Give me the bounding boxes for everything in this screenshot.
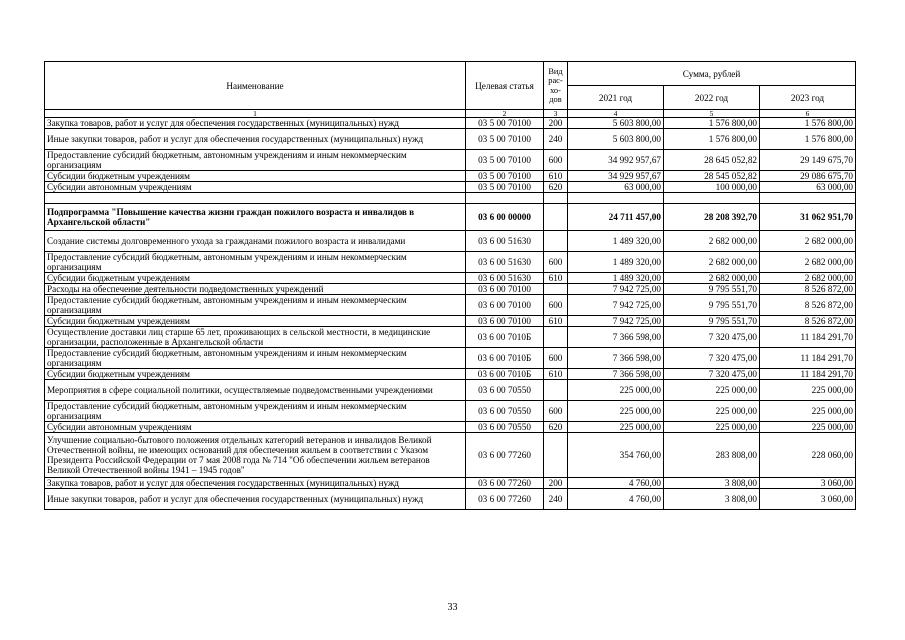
row-sum-2023: 8 526 872,00 [760,295,856,316]
row-name: Расходы на обеспечение деятельности подведомственных учреждений [45,284,466,295]
table-row [45,252,856,273]
table-row [45,284,856,295]
row-sum-2021: 225 000,00 [568,422,664,433]
row-sum-2021: 1 489 320,00 [568,231,664,252]
row-expense-type [544,231,568,252]
row-sum-2023: 63 000,00 [760,182,856,193]
row-sum-2022: 100 000,00 [664,182,760,193]
header-year-2021: 2021 год [568,86,664,110]
header-expense-type: Вид рас-хо-дов [544,62,568,110]
row-sum-2023: 11 184 291,70 [760,369,856,380]
row-sum-2021: 5 603 800,00 [568,129,664,150]
row-sum-2022: 9 795 551,70 [664,284,760,295]
row-sum-2022: 225 000,00 [664,401,760,422]
table-row [45,401,856,422]
row-name: Предоставление субсидий бюджетным, автономным учреждениям и иным некоммерческим организациям [45,295,466,316]
table-row [45,204,856,231]
row-expense-type: 610 [544,171,568,182]
row-expense-type: 240 [544,489,568,510]
row-name: Субсидии бюджетным учреждениям [45,273,466,284]
row-sum-2023: 31 062 951,70 [760,204,856,231]
row-sum-2021: 225 000,00 [568,401,664,422]
row-sum-2023: 2 682 000,00 [760,231,856,252]
row-target-code: 03 6 00 70550 [466,380,544,401]
row-expense-type [544,284,568,295]
row-sum-2022: 7 320 475,00 [664,327,760,348]
row-target-code: 03 5 00 70100 [466,129,544,150]
table-row [45,231,856,252]
row-sum-2021: 4 760,00 [568,489,664,510]
row-target-code: 03 6 00 77260 [466,489,544,510]
column-index: 4 [568,110,664,118]
row-sum-2023: 29 149 675,70 [760,150,856,171]
row-expense-type: 600 [544,252,568,273]
column-index: 3 [544,110,568,118]
row-name: Иные закупки товаров, работ и услуг для обеспечения государственных (муниципальных) нужд [45,489,466,510]
table-row [45,150,856,171]
row-target-code: 03 6 00 77260 [466,478,544,489]
row-sum-2023: 1 576 800,00 [760,129,856,150]
empty-cell [760,193,856,204]
row-name: Субсидии автономным учреждениям [45,182,466,193]
row-expense-type: 600 [544,295,568,316]
row-sum-2021: 7 942 725,00 [568,316,664,327]
row-sum-2021: 7 942 725,00 [568,284,664,295]
header-year-2022: 2022 год [664,86,760,110]
row-sum-2022: 1 576 800,00 [664,118,760,129]
row-sum-2022: 28 545 052,82 [664,171,760,182]
empty-cell [45,193,466,204]
header-year-2023: 2023 год [760,86,856,110]
row-sum-2023: 2 682 000,00 [760,273,856,284]
row-name: Субсидии бюджетным учреждениям [45,369,466,380]
row-sum-2022: 28 645 052,82 [664,150,760,171]
row-sum-2023: 3 060,00 [760,478,856,489]
column-index: 1 [45,110,466,118]
row-sum-2021: 7 366 598,00 [568,348,664,369]
table-row [45,171,856,182]
row-name: Предоставление субсидий бюджетным, автономным учреждениям и иным некоммерческим организациям [45,252,466,273]
spacer-row [45,193,856,204]
row-sum-2023: 11 184 291,70 [760,327,856,348]
table-row [45,489,856,510]
row-sum-2023: 225 000,00 [760,422,856,433]
row-sum-2022: 2 682 000,00 [664,273,760,284]
row-sum-2023: 1 576 800,00 [760,118,856,129]
row-sum-2023: 29 086 675,70 [760,171,856,182]
row-expense-type: 600 [544,348,568,369]
row-sum-2023: 228 060,00 [760,433,856,478]
table-row [45,295,856,316]
row-target-code: 03 5 00 70100 [466,171,544,182]
row-sum-2021: 7 366 598,00 [568,369,664,380]
row-name: Субсидии бюджетным учреждениям [45,171,466,182]
column-index: 2 [466,110,544,118]
row-target-code: 03 6 00 70550 [466,401,544,422]
row-target-code: 03 6 00 70100 [466,295,544,316]
row-sum-2022: 9 795 551,70 [664,316,760,327]
table-row [45,118,856,129]
row-sum-2021: 354 760,00 [568,433,664,478]
row-target-code: 03 6 00 70100 [466,284,544,295]
table-row [45,327,856,348]
row-expense-type: 610 [544,369,568,380]
row-name: Предоставление субсидий бюджетным, автономным учреждениям и иным некоммерческим организациям [45,150,466,171]
row-name: Осуществление доставки лиц старше 65 лет, проживающих в сельской местности, в медицинские организации, расположенные в Архангельской области [45,327,466,348]
row-target-code: 03 5 00 70100 [466,118,544,129]
row-target-code: 03 5 00 70100 [466,150,544,171]
row-expense-type: 200 [544,118,568,129]
row-target-code: 03 6 00 51630 [466,273,544,284]
empty-cell [664,193,760,204]
row-name: Улучшение социально-бытового положения отдельных категорий ветеранов и инвалидов Великой Отечественной войны, не имеющих оснований для обеспечения жильем в соответствии с Указом Президента Российской Федерации от 7 мая 2008 года № 714 "Об обеспечении жильем ветеранов Великой Отечественной войны 1941 – 1945 годов" [45,433,466,478]
row-name: Предоставление субсидий бюджетным, автономным учреждениям и иным некоммерческим организациям [45,401,466,422]
row-sum-2022: 1 576 800,00 [664,129,760,150]
row-expense-type [544,327,568,348]
row-name: Предоставление субсидий бюджетным, автономным учреждениям и иным некоммерческим организациям [45,348,466,369]
row-sum-2022: 28 208 392,70 [664,204,760,231]
row-expense-type: 240 [544,129,568,150]
row-sum-2022: 2 682 000,00 [664,231,760,252]
row-sum-2022: 7 320 475,00 [664,348,760,369]
empty-cell [544,193,568,204]
table-row [45,369,856,380]
table-row [45,422,856,433]
empty-cell [568,193,664,204]
row-target-code: 03 6 00 51630 [466,252,544,273]
row-sum-2021: 24 711 457,00 [568,204,664,231]
header-target-article: Целевая статья [466,62,544,110]
row-sum-2023: 8 526 872,00 [760,316,856,327]
row-target-code: 03 6 00 51630 [466,231,544,252]
row-name: Субсидии автономным учреждениям [45,422,466,433]
column-index-row [45,110,856,118]
page-number: 33 [447,602,458,613]
row-name: Мероприятия в сфере социальной политики, осуществляемые подведомственными учреждениями [45,380,466,401]
column-index: 5 [664,110,760,118]
row-sum-2022: 225 000,00 [664,380,760,401]
table-row [45,316,856,327]
row-expense-type: 610 [544,273,568,284]
row-sum-2022: 9 795 551,70 [664,295,760,316]
row-name: Субсидии бюджетным учреждениям [45,316,466,327]
table-row [45,478,856,489]
row-expense-type [544,380,568,401]
budget-table [44,61,856,510]
row-name: Создание системы долговременного ухода за гражданами пожилого возраста и инвалидами [45,231,466,252]
row-target-code: 03 6 00 7010Б [466,369,544,380]
row-sum-2021: 1 489 320,00 [568,273,664,284]
row-name: Закупка товаров, работ и услуг для обеспечения государственных (муниципальных) нужд [45,118,466,129]
row-expense-type: 200 [544,478,568,489]
row-sum-2023: 2 682 000,00 [760,252,856,273]
header-name: Наименование [45,62,466,110]
row-target-code: 03 6 00 70550 [466,422,544,433]
column-index: 6 [760,110,856,118]
row-sum-2021: 7 942 725,00 [568,295,664,316]
row-sum-2021: 34 992 957,67 [568,150,664,171]
row-name: Подпрограмма "Повышение качества жизни граждан пожилого возраста и инвалидов в Архангельской области" [45,204,466,231]
row-sum-2023: 225 000,00 [760,401,856,422]
row-sum-2022: 7 320 475,00 [664,369,760,380]
row-target-code: 03 6 00 7010Б [466,327,544,348]
row-sum-2023: 8 526 872,00 [760,284,856,295]
row-sum-2023: 11 184 291,70 [760,348,856,369]
row-sum-2021: 225 000,00 [568,380,664,401]
row-target-code: 03 5 00 70100 [466,182,544,193]
row-sum-2022: 2 682 000,00 [664,252,760,273]
row-expense-type [544,433,568,478]
row-name: Иные закупки товаров, работ и услуг для обеспечения государственных (муниципальных) нужд [45,129,466,150]
row-target-code: 03 6 00 70100 [466,316,544,327]
row-sum-2021: 63 000,00 [568,182,664,193]
row-expense-type: 620 [544,422,568,433]
row-expense-type: 620 [544,182,568,193]
table-row [45,129,856,150]
table-row [45,348,856,369]
row-sum-2022: 225 000,00 [664,422,760,433]
table-row [45,182,856,193]
empty-cell [466,193,544,204]
row-sum-2022: 3 808,00 [664,489,760,510]
row-sum-2023: 225 000,00 [760,380,856,401]
row-sum-2023: 3 060,00 [760,489,856,510]
table-row [45,380,856,401]
row-sum-2021: 5 603 800,00 [568,118,664,129]
row-target-code: 03 6 00 77260 [466,433,544,478]
row-sum-2022: 3 808,00 [664,478,760,489]
table-row [45,433,856,478]
row-sum-2021: 34 929 957,67 [568,171,664,182]
row-sum-2021: 4 760,00 [568,478,664,489]
table-row [45,273,856,284]
row-target-code: 03 6 00 00000 [466,204,544,231]
row-expense-type: 610 [544,316,568,327]
row-expense-type: 600 [544,401,568,422]
row-target-code: 03 6 00 7010Б [466,348,544,369]
header-sum: Сумма, рублей [568,62,856,86]
row-name: Закупка товаров, работ и услуг для обеспечения государственных (муниципальных) нужд [45,478,466,489]
row-sum-2021: 7 366 598,00 [568,327,664,348]
row-sum-2021: 1 489 320,00 [568,252,664,273]
row-expense-type: 600 [544,150,568,171]
row-sum-2022: 283 808,00 [664,433,760,478]
row-expense-type [544,204,568,231]
